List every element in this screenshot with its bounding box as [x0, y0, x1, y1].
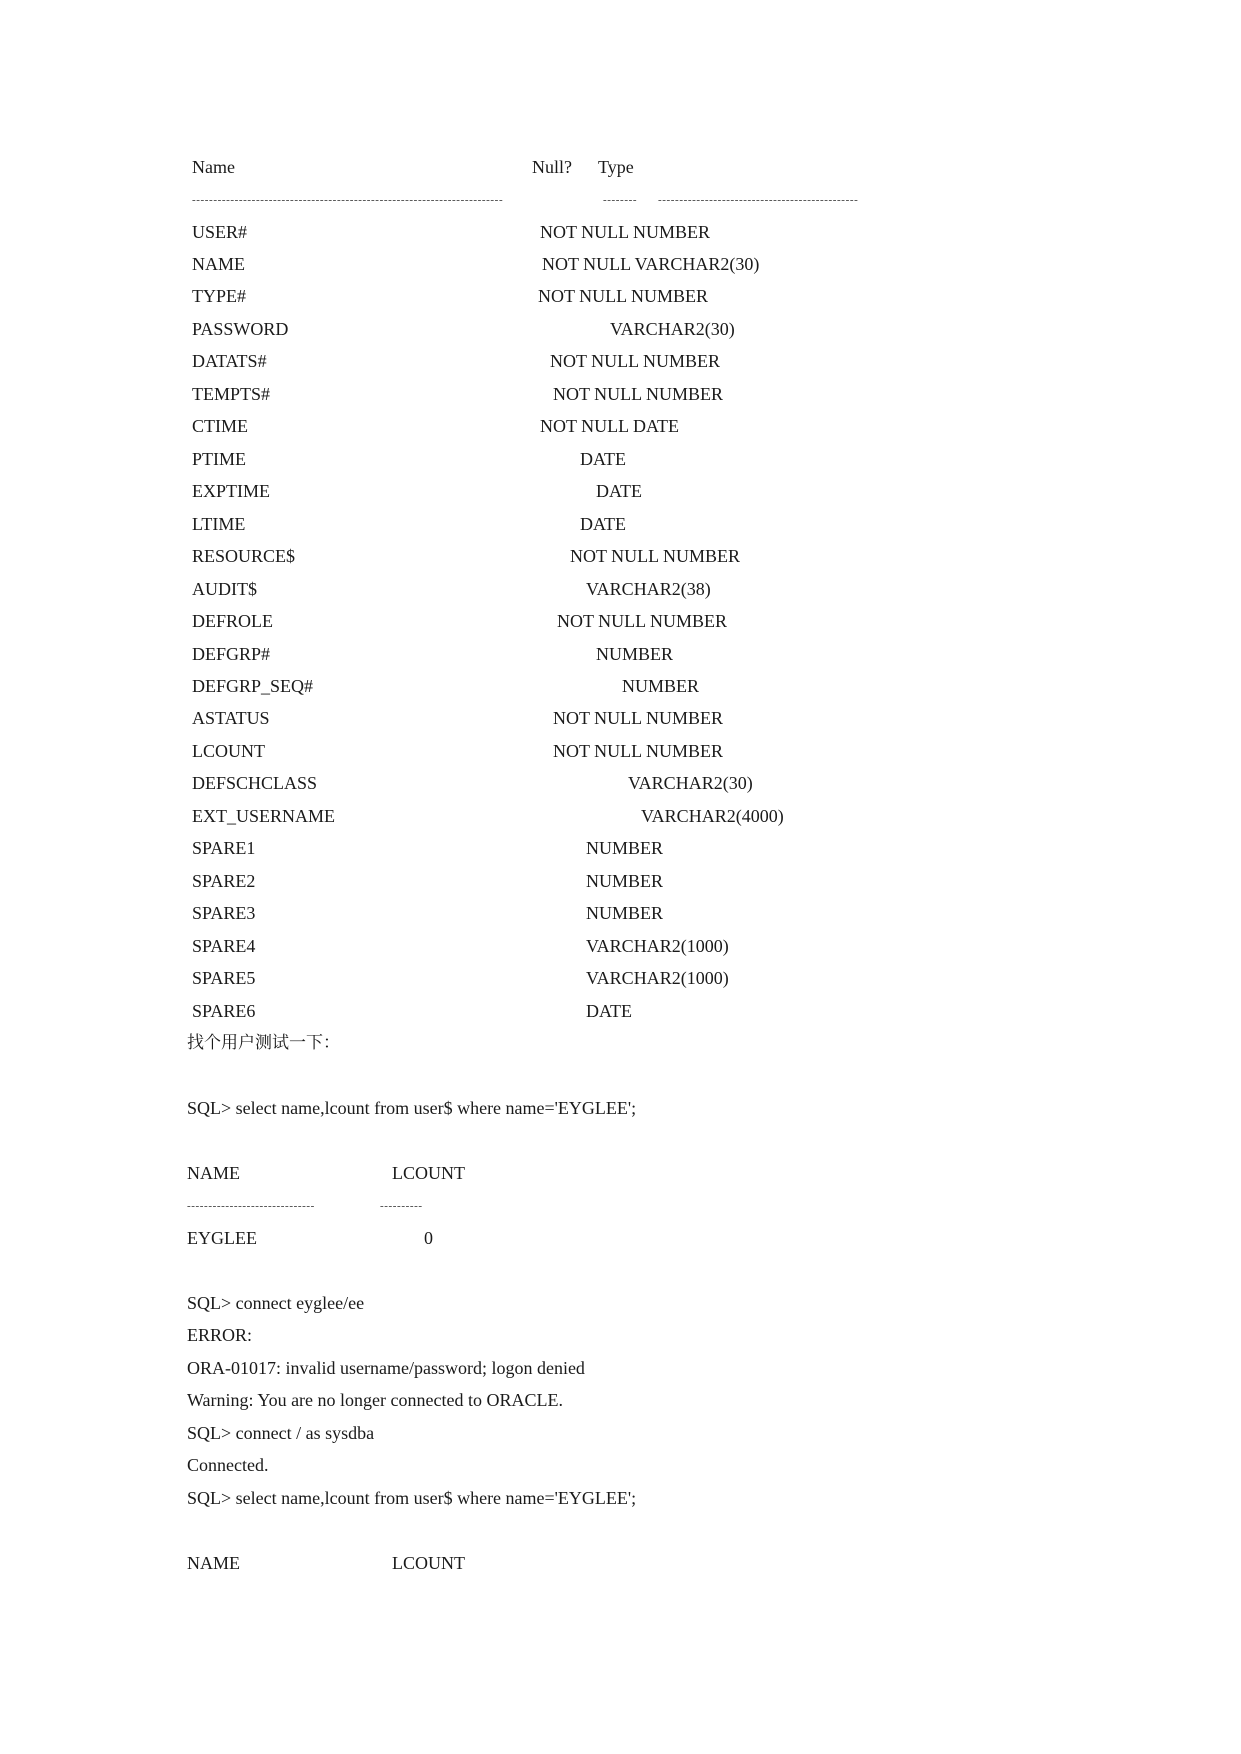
column-type: NOT NULL NUMBER [553, 741, 723, 761]
result-rule-lcount: ---------- [380, 1200, 423, 1212]
intro-text: 找个用户测试一下： [187, 1033, 340, 1053]
column-type: NUMBER [586, 838, 664, 858]
column-name: DEFROLE [192, 611, 273, 631]
column-name: SPARE3 [192, 903, 256, 923]
column-name: SPARE5 [192, 968, 256, 988]
column-name: RESOURCE$ [192, 546, 296, 566]
column-name: ASTATUS [192, 708, 270, 728]
session-line: SQL> select name,lcount from user$ where name='EYGLEE'; [187, 1488, 637, 1508]
column-name: EXPTIME [192, 481, 270, 501]
session-line: SQL> connect / as sysdba [187, 1423, 375, 1443]
column-name: DATATS# [192, 351, 267, 371]
column-type: NUMBER [586, 903, 664, 923]
column-name: EXT_USERNAME [192, 806, 335, 826]
result-rule-name: ------------------------------ [187, 1200, 315, 1212]
column-type: NOT NULL NUMBER [553, 384, 723, 404]
column-type: VARCHAR2(30) [610, 319, 735, 339]
session-line: Connected. [187, 1455, 269, 1475]
column-type: NUMBER [596, 644, 674, 664]
column-type: VARCHAR2(1000) [586, 968, 729, 988]
describe-header-type: Type [598, 157, 634, 177]
column-type: DATE [596, 481, 642, 501]
session-line: Warning: You are no longer connected to ORACLE. [187, 1390, 563, 1410]
column-type: DATE [580, 449, 626, 469]
result2-header-name: NAME [187, 1553, 240, 1573]
column-name: SPARE2 [192, 871, 256, 891]
result-header-lcount: LCOUNT [392, 1163, 465, 1183]
result2-header-lcount: LCOUNT [392, 1553, 465, 1573]
column-name: SPARE1 [192, 838, 256, 858]
column-name: DEFSCHCLASS [192, 773, 318, 793]
session-line: ORA-01017: invalid username/password; logon denied [187, 1358, 585, 1378]
session-line: ERROR: [187, 1325, 253, 1345]
column-name: USER# [192, 222, 248, 242]
column-type: DATE [586, 1001, 632, 1021]
describe-rule-name: ------------------------------------------------------------------------- [192, 194, 504, 206]
column-name: LCOUNT [192, 741, 265, 761]
describe-header-null: Null? [532, 157, 572, 177]
column-name: TEMPTS# [192, 384, 271, 404]
column-name: PTIME [192, 449, 246, 469]
column-name: SPARE4 [192, 936, 256, 956]
column-type: NOT NULL NUMBER [550, 351, 720, 371]
column-name: DEFGRP_SEQ# [192, 676, 314, 696]
session-line: SQL> connect eyglee/ee [187, 1293, 365, 1313]
column-type: NOT NULL NUMBER [570, 546, 740, 566]
describe-header-name: Name [192, 157, 235, 177]
result-row-name: EYGLEE [187, 1228, 257, 1248]
column-type: VARCHAR2(4000) [641, 806, 784, 826]
column-type: NOT NULL DATE [540, 416, 679, 436]
column-type: VARCHAR2(38) [586, 579, 711, 599]
column-type: VARCHAR2(30) [628, 773, 753, 793]
column-name: AUDIT$ [192, 579, 257, 599]
column-name: NAME [192, 254, 245, 274]
column-type: NOT NULL NUMBER [540, 222, 710, 242]
column-name: PASSWORD [192, 319, 289, 339]
sql-query: SQL> select name,lcount from user$ where name='EYGLEE'; [187, 1098, 637, 1118]
column-name: LTIME [192, 514, 246, 534]
result-header-name: NAME [187, 1163, 240, 1183]
column-name: TYPE# [192, 286, 246, 306]
column-type: NUMBER [622, 676, 700, 696]
result-row-lcount: 0 [424, 1228, 433, 1248]
column-type: NOT NULL NUMBER [553, 708, 723, 728]
column-type: NOT NULL NUMBER [557, 611, 727, 631]
column-type: NUMBER [586, 871, 664, 891]
column-name: SPARE6 [192, 1001, 256, 1021]
describe-rule-type: ----------------------------------------------- [658, 194, 859, 206]
describe-rule-null: -------- [603, 194, 638, 206]
column-type: VARCHAR2(1000) [586, 936, 729, 956]
column-type: DATE [580, 514, 626, 534]
column-name: CTIME [192, 416, 248, 436]
column-type: NOT NULL VARCHAR2(30) [542, 254, 760, 274]
column-name: DEFGRP# [192, 644, 271, 664]
column-type: NOT NULL NUMBER [538, 286, 708, 306]
